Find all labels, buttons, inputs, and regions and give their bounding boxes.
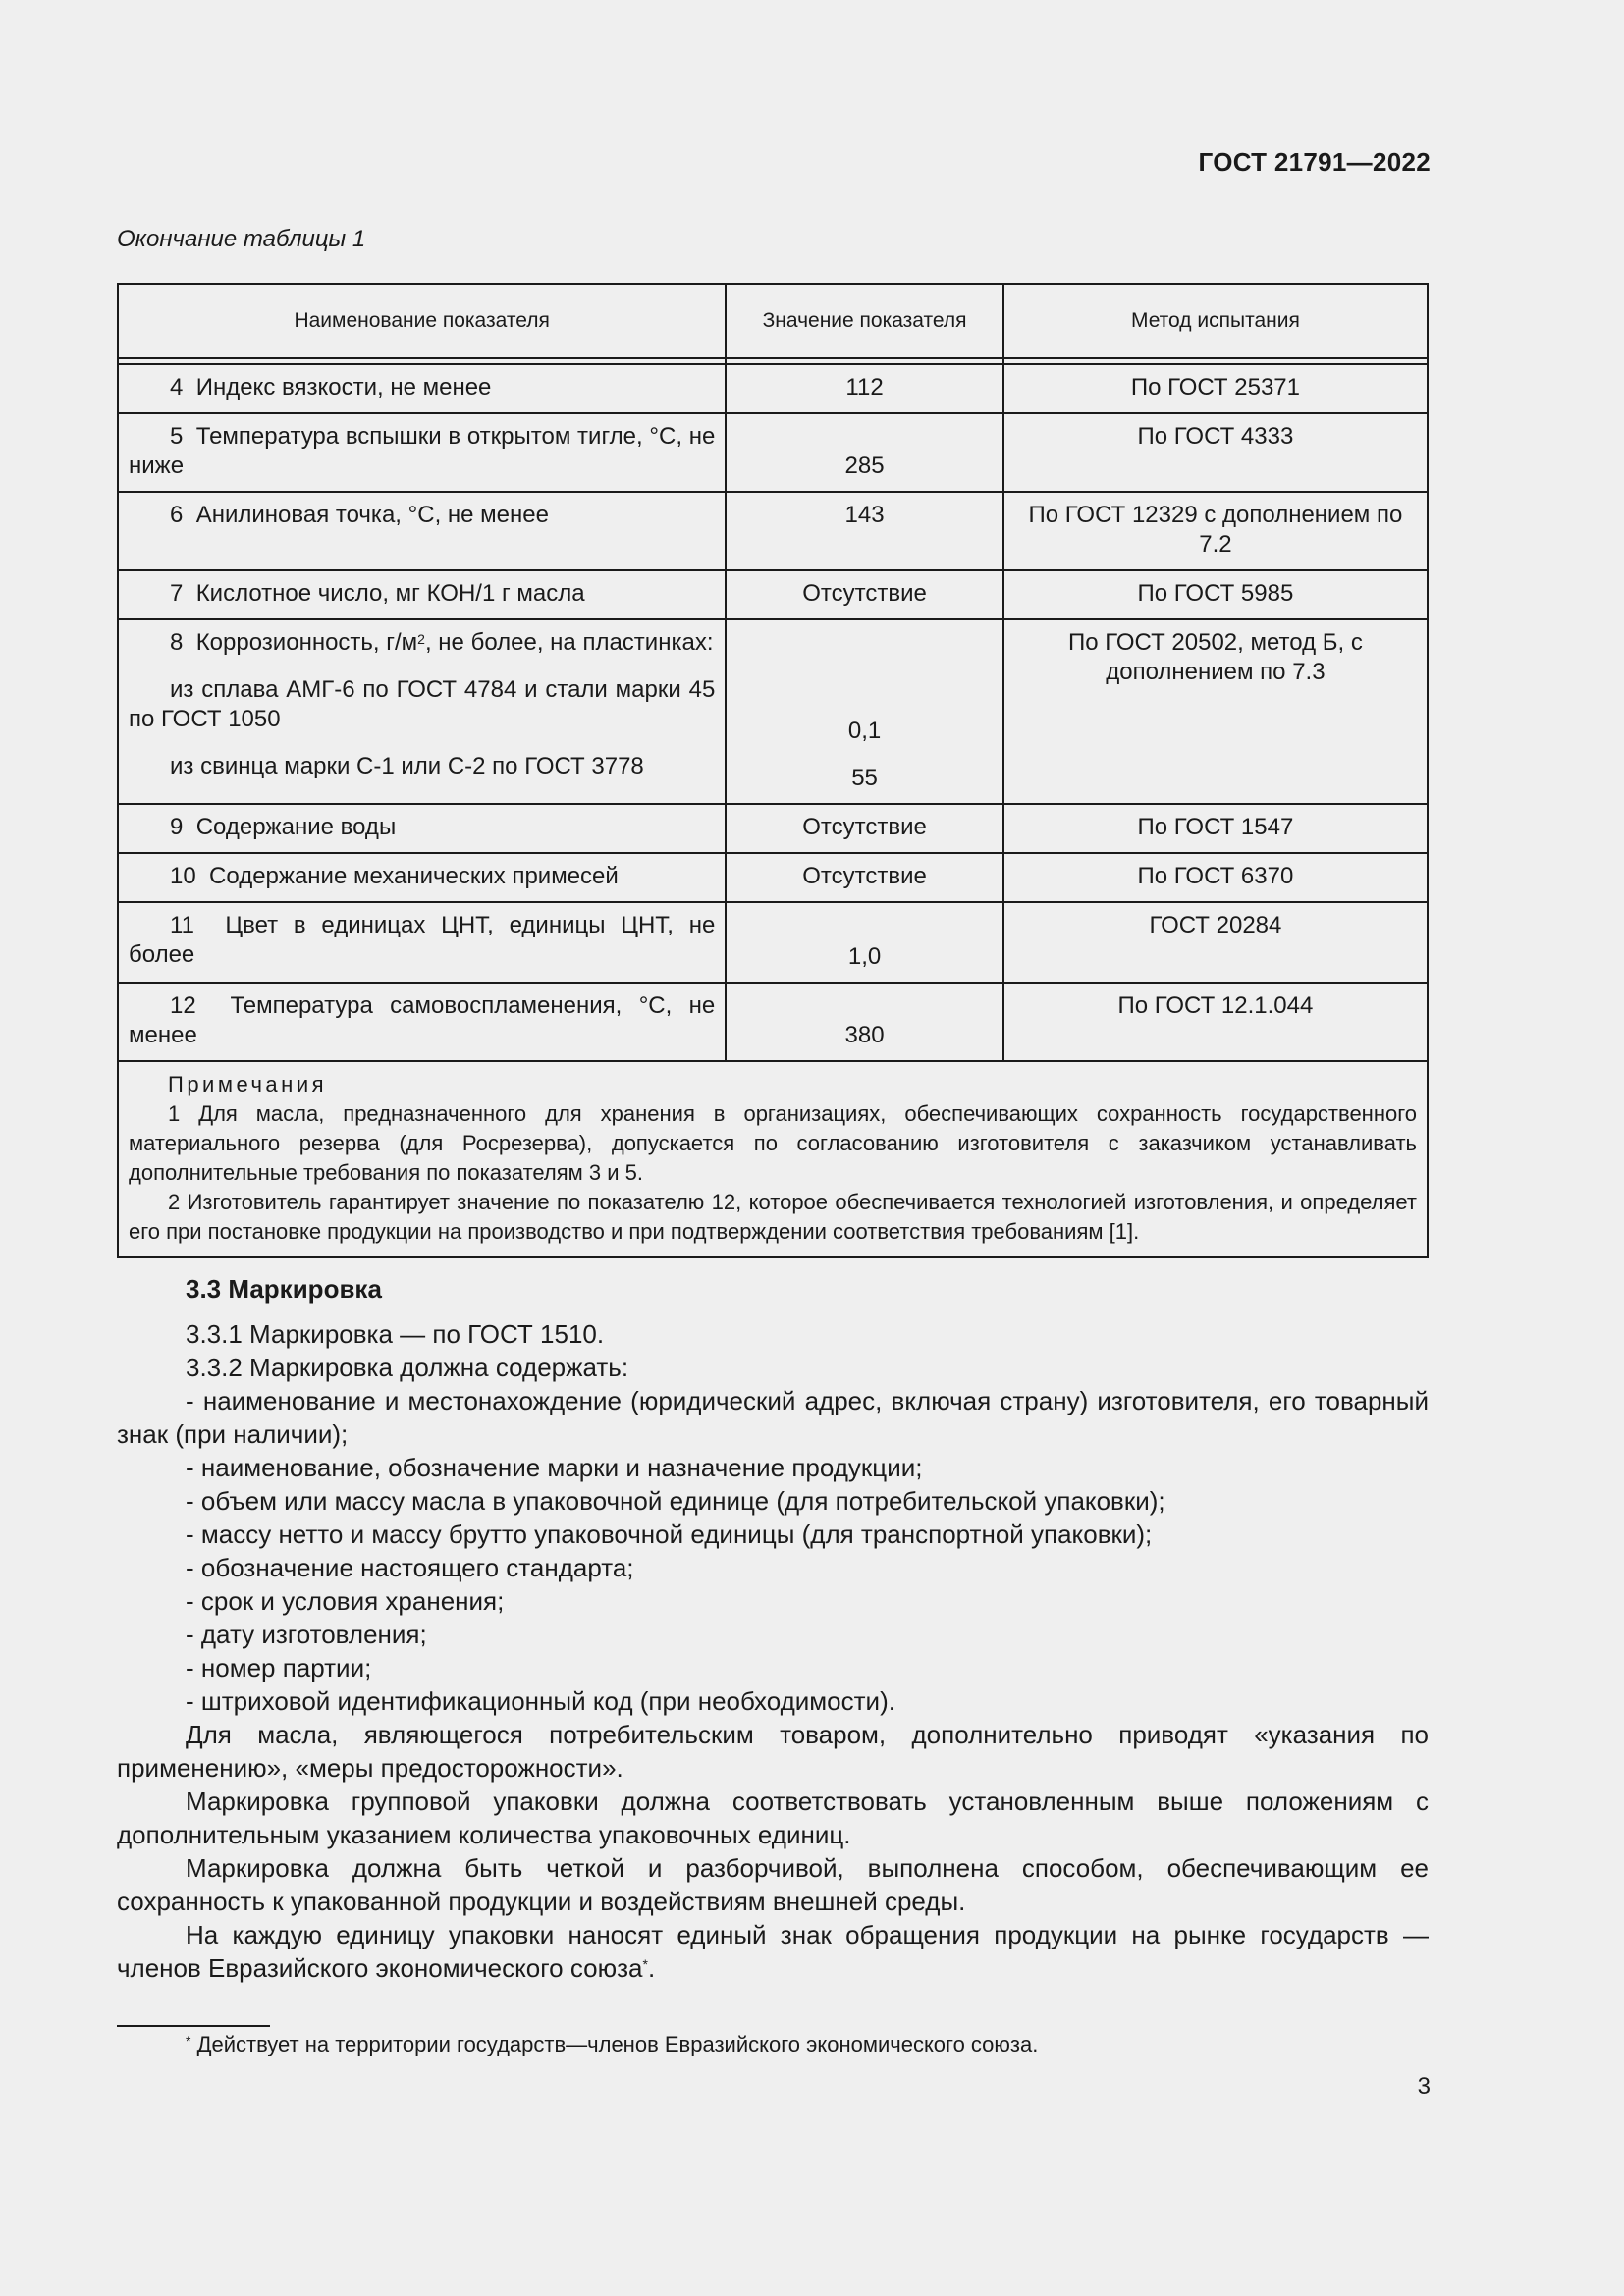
row-method: По ГОСТ 1547 [1003,804,1428,853]
row-method: По ГОСТ 6370 [1003,853,1428,902]
paragraph: 3.3.2 Маркировка должна содержать: [186,1353,629,1382]
table-row [118,804,1428,853]
column-header-value: Значение показателя [726,284,1003,358]
row-value: 143 [726,492,1003,570]
column-header-name: Наименование показателя [118,284,726,358]
paragraph: Для масла, являющегося потребительским товаром, дополнительно приводят «указания по применению», «меры предосторожности». [117,1720,1429,1783]
row-value: 112 [726,364,1003,413]
row-name: 5 Температура вспышки в открытом тигле, °С, не ниже [118,413,726,492]
paragraph: Маркировка должна быть четкой и разборчивой, выполнена способом, обеспечивающим ее сохранность к упакованной продукции и воздействиям внешней среды. [117,1853,1429,1916]
document-id: ГОСТ 21791—2022 [1198,147,1431,177]
row-value: Отсутствие [726,853,1003,902]
row-name: 8 Коррозионность, $г/м^2$, не более, на пластинках: из сплава АМГ-6 по ГОСТ 4784 и стали марки 45 по ГОСТ 1050 из свинца марки С-1 или С-2 по ГОСТ 3778 [118,619,726,804]
row-name: 6 Анилиновая точка, °С, не менее [118,492,726,570]
row-method: По ГОСТ 12.1.044 [1003,983,1428,1061]
list-item: - массу нетто и массу брутто упаковочной единицы (для транспортной упаковки); [186,1520,1153,1549]
specification-table [117,283,1429,1258]
row-name: 12 Температура самовоспламенения, °С, не менее [118,983,726,1061]
footnote-divider [117,2025,270,2027]
row-method: По ГОСТ 25371 [1003,364,1428,413]
notes-title: Примечания [168,1072,328,1096]
table-caption: Окончание таблицы 1 [117,226,366,252]
row-value [726,619,1003,804]
section-title: 3.3 Маркировка [186,1274,382,1304]
section-marking [117,1272,1429,1985]
row-method: ГОСТ 20284 [1003,902,1428,983]
row-subitem: из сплава АМГ-6 по ГОСТ 4784 и стали марки 45 по ГОСТ 1050 [129,676,716,732]
subitem-value: 0,1 [847,718,882,744]
subitem-value: 55 [851,765,878,791]
row-subitem: из свинца марки С-1 или С-2 по ГОСТ 3778 [170,753,644,779]
row-value: Отсутствие [726,570,1003,619]
table-notes-row [118,1061,1428,1257]
list-item: - объем или массу масла в упаковочной единице (для потребительской упаковки); [186,1486,1165,1516]
table-row [118,902,1428,983]
row-name: 10 Содержание механических примесей [118,853,726,902]
footnote-mark: * [642,1956,648,1972]
paragraph: На каждую единицу упаковки наносят единый знак обращения продукции на рынке государств — членов Евразийского экономического союза*. [117,1920,1429,1983]
row-value: 1,0 [726,902,1003,983]
list-item: - штриховой идентификационный код (при необходимости). [186,1686,895,1716]
row-name: 11 Цвет в единицах ЦНТ, единицы ЦНТ, не более [118,902,726,983]
row-value: Отсутствие [726,804,1003,853]
row-name: 7 Кислотное число, мг КОН/1 г масла [118,570,726,619]
table-row [118,364,1428,413]
list-item: - наименование, обозначение марки и назначение продукции; [186,1453,923,1482]
note-item: 2 Изготовитель гарантирует значение по показателю 12, которое обеспечивается технологией изготовления, и определяет его при постановке продукции на производство и при подтверждении соответствия требованиям [1]. [129,1190,1417,1244]
row-name: 4 Индекс вязкости, не менее [118,364,726,413]
paragraph: Маркировка групповой упаковки должна соответствовать установленным выше положениям с дополнительным указанием количества упаковочных единиц. [117,1787,1429,1849]
list-item: - наименование и местонахождение (юридический адрес, включая страну) изготовителя, его товарный знак (при наличии); [117,1386,1429,1449]
table-row [118,570,1428,619]
row-method: По ГОСТ 4333 [1003,413,1428,492]
list-item: - номер партии; [186,1653,372,1682]
row-name: 9 Содержание воды [118,804,726,853]
row-method: По ГОСТ 5985 [1003,570,1428,619]
list-item: - обозначение настоящего стандарта; [186,1553,634,1582]
table-row [118,619,1428,804]
list-item: - срок и условия хранения; [186,1586,505,1616]
row-value: 285 [726,413,1003,492]
table-row [118,492,1428,570]
row-value: 380 [726,983,1003,1061]
list-item: - дату изготовления; [186,1620,427,1649]
footnote: * Действует на территории государств—членов Евразийского экономического союза. [186,2032,1039,2056]
table-row [118,853,1428,902]
table-notes [118,1061,1428,1257]
table-row [118,983,1428,1061]
paragraph: 3.3.1 Маркировка — по ГОСТ 1510. [186,1319,605,1349]
row-method: По ГОСТ 12329 с дополнением по 7.2 [1003,492,1428,570]
page-number: 3 [1417,2073,1431,2100]
column-header-method: Метод испытания [1003,284,1428,358]
row-method: По ГОСТ 20502, метод Б, с дополнением по 7.3 [1003,619,1428,804]
table-row [118,413,1428,492]
table-header-row [118,284,1428,358]
note-item: 1 Для масла, предназначенного для хранения в организациях, обеспечивающих сохранность государственного материального резерва (для Росрезерва), допускается по согласованию изготовителя с заказчиком устанавливать дополнительные требования по показателям 3 и 5. [129,1101,1417,1185]
